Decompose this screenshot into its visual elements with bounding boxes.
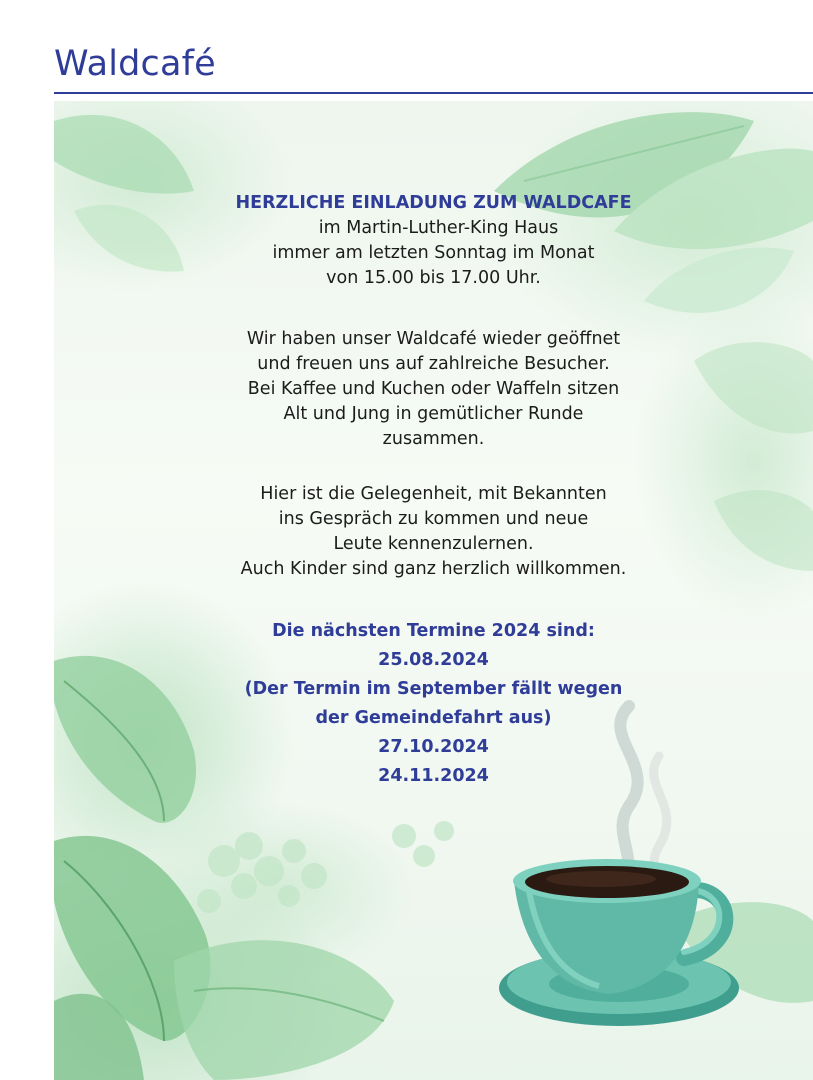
opportunity-paragraph — [54, 482, 813, 582]
paragraph-line: Leute kennenzulernen. — [333, 534, 534, 554]
dates-heading: Die nächsten Termine 2024 sind: — [272, 621, 595, 641]
date-note: (Der Termin im September fällt wegen — [244, 679, 623, 699]
title-divider — [54, 92, 813, 94]
date-entry: 24.11.2024 — [378, 766, 489, 786]
flyer-card — [54, 101, 813, 1080]
paragraph-line: Bei Kaffee und Kuchen oder Waffeln sitzen — [247, 379, 620, 399]
date-note: der Gemeindefahrt aus) — [315, 708, 552, 728]
welcome-paragraph — [54, 327, 813, 452]
coffee-cup-icon — [469, 696, 769, 1036]
date-entry: 25.08.2024 — [378, 650, 489, 670]
paragraph-line: Hier ist die Gelegenheit, mit Bekannten — [260, 484, 607, 504]
date-entry: 27.10.2024 — [378, 737, 489, 757]
paragraph-line: Wir haben unser Waldcafé wieder geöffnet — [246, 329, 621, 349]
paragraph-line: ins Gespräch zu kommen und neue — [278, 509, 589, 529]
paragraph-line: Alt und Jung in gemütlicher Runde — [283, 404, 584, 424]
invitation-block — [54, 191, 813, 291]
invitation-line: im Martin-Luther-King Haus — [318, 218, 559, 238]
page-title: Waldcafé — [54, 44, 216, 84]
invitation-line: immer am letzten Sonntag im Monat — [272, 243, 595, 263]
invitation-line: von 15.00 bis 17.00 Uhr. — [326, 268, 541, 288]
paragraph-line: Auch Kinder sind ganz herzlich willkommen. — [240, 559, 627, 579]
paragraph-line: zusammen. — [382, 429, 485, 449]
invitation-heading: HERZLICHE EINLADUNG ZUM WALDCAFE — [235, 193, 632, 213]
paragraph-line: und freuen uns auf zahlreiche Besucher. — [257, 354, 610, 374]
